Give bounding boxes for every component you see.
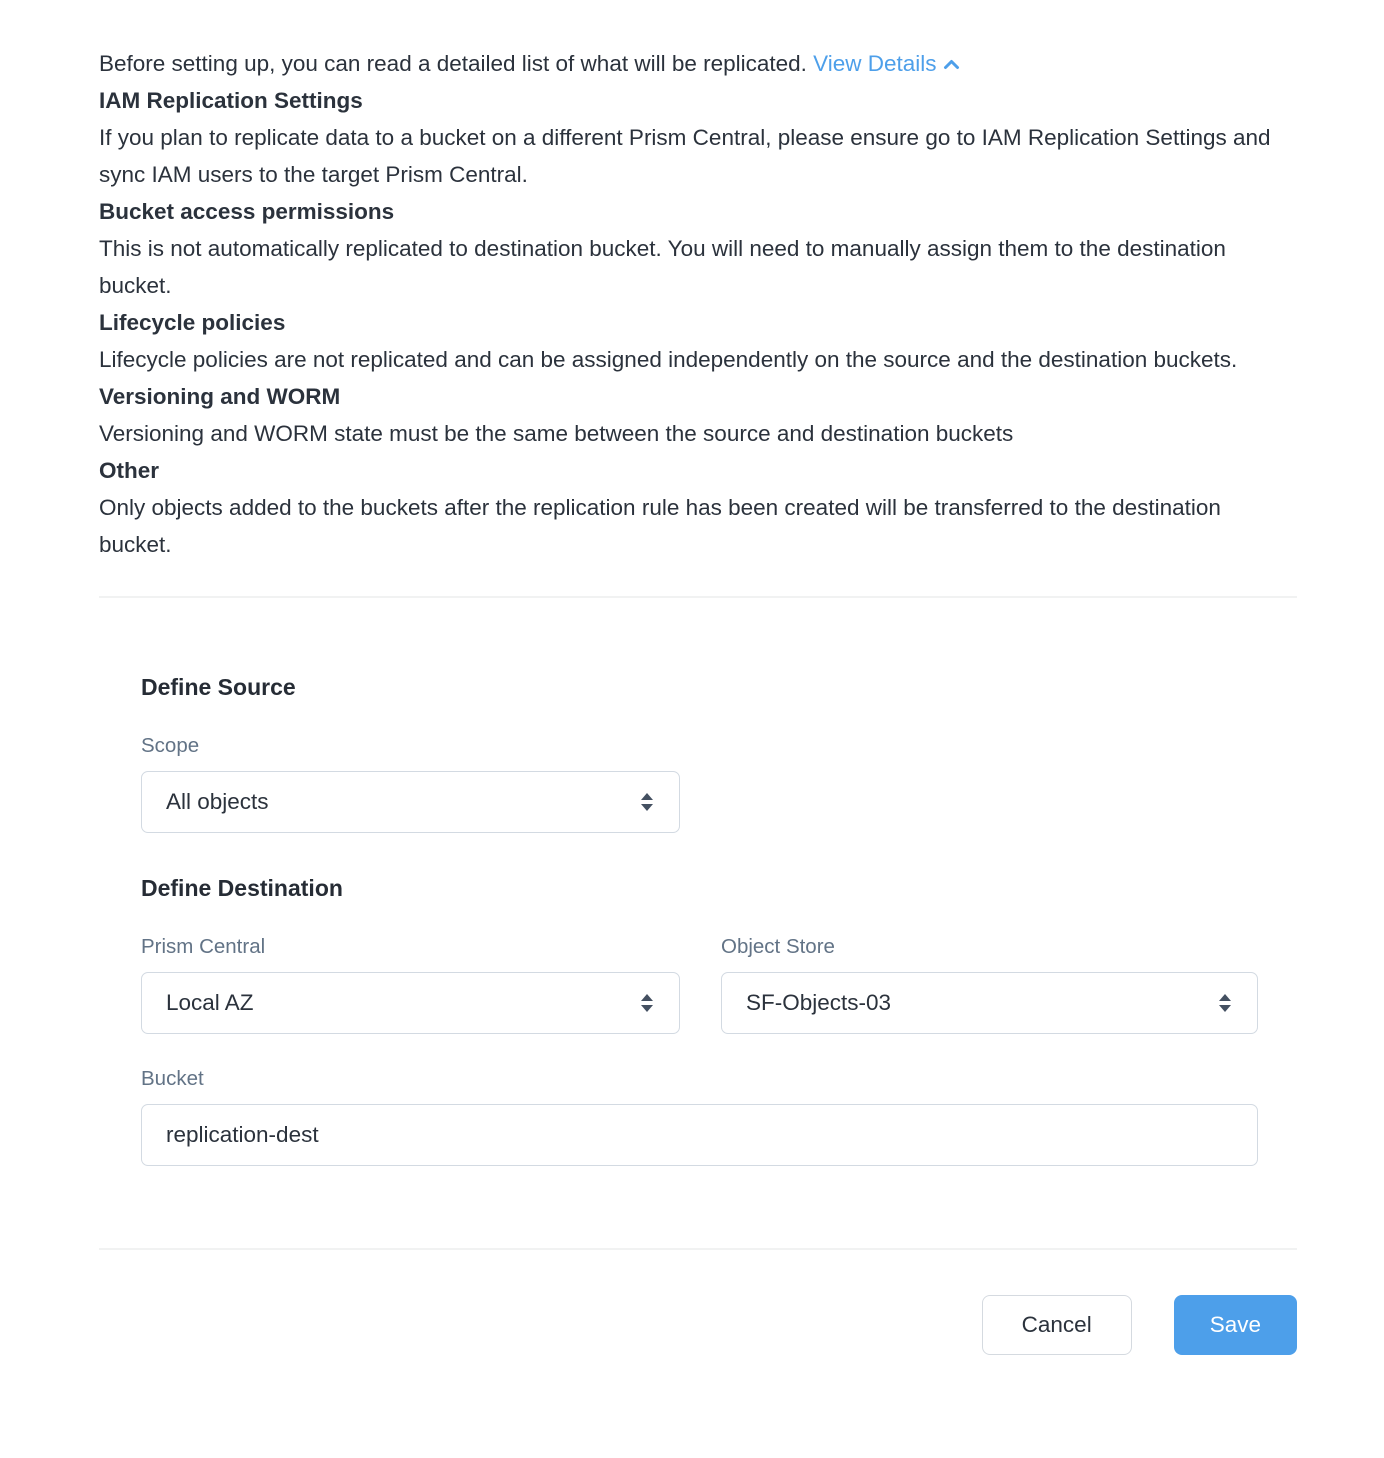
save-button[interactable]: Save — [1174, 1295, 1297, 1355]
prism-central-select[interactable] — [141, 972, 680, 1034]
define-destination-heading: Define Destination — [141, 875, 343, 901]
view-details-label: View Details — [813, 51, 937, 76]
info-heading-bucket-access: Bucket access permissions — [99, 199, 395, 224]
prism-central-select-value: Local AZ — [166, 990, 254, 1015]
replication-info-block — [99, 45, 1297, 563]
scope-label: Scope — [141, 734, 200, 757]
action-bar — [99, 1295, 1297, 1355]
cancel-button[interactable]: Cancel — [982, 1295, 1132, 1355]
prism-central-field — [141, 902, 680, 1034]
scope-select-value: All objects — [166, 789, 269, 814]
view-details-link[interactable] — [813, 51, 959, 76]
intro-text: Before setting up, you can read a detailed list of what will be replicated. — [99, 51, 814, 76]
select-arrows-icon — [641, 994, 653, 1012]
info-body-lifecycle: Lifecycle policies are not replicated and can be assigned independently on the source and the destination buckets. — [99, 347, 1238, 372]
select-arrows-icon — [641, 793, 653, 811]
object-store-field — [721, 902, 1258, 1034]
bucket-label: Bucket — [141, 1067, 204, 1090]
object-store-label: Object Store — [721, 935, 835, 958]
chevron-up-icon — [943, 59, 960, 70]
replication-form — [141, 598, 1258, 1166]
info-body-iam: If you plan to replicate data to a bucket on a different Prism Central, please ensure go to IAM Replication Settings and sync IAM users to the target Prism Central. — [99, 125, 1271, 187]
prism-central-label: Prism Central — [141, 935, 266, 958]
bucket-input[interactable] — [141, 1104, 1258, 1166]
info-heading-lifecycle: Lifecycle policies — [99, 310, 286, 335]
info-heading-other: Other — [99, 458, 160, 483]
info-body-other: Only objects added to the buckets after the replication rule has been created will be transferred to the destination bucket. — [99, 495, 1221, 557]
destination-row — [141, 902, 1258, 1034]
info-body-versioning: Versioning and WORM state must be the same between the source and destination buckets — [99, 421, 1014, 446]
define-source-heading: Define Source — [141, 674, 296, 700]
object-store-select-value: SF-Objects-03 — [746, 990, 892, 1015]
info-body-bucket-access: This is not automatically replicated to destination bucket. You will need to manually assign them to the destination bucket. — [99, 236, 1226, 298]
info-heading-iam: IAM Replication Settings — [99, 88, 363, 113]
info-heading-versioning: Versioning and WORM — [99, 384, 341, 409]
scope-select[interactable] — [141, 771, 680, 833]
intro-line — [99, 45, 1297, 82]
bottom-divider — [99, 1248, 1297, 1250]
object-store-select[interactable] — [721, 972, 1258, 1034]
select-arrows-icon — [1219, 994, 1231, 1012]
